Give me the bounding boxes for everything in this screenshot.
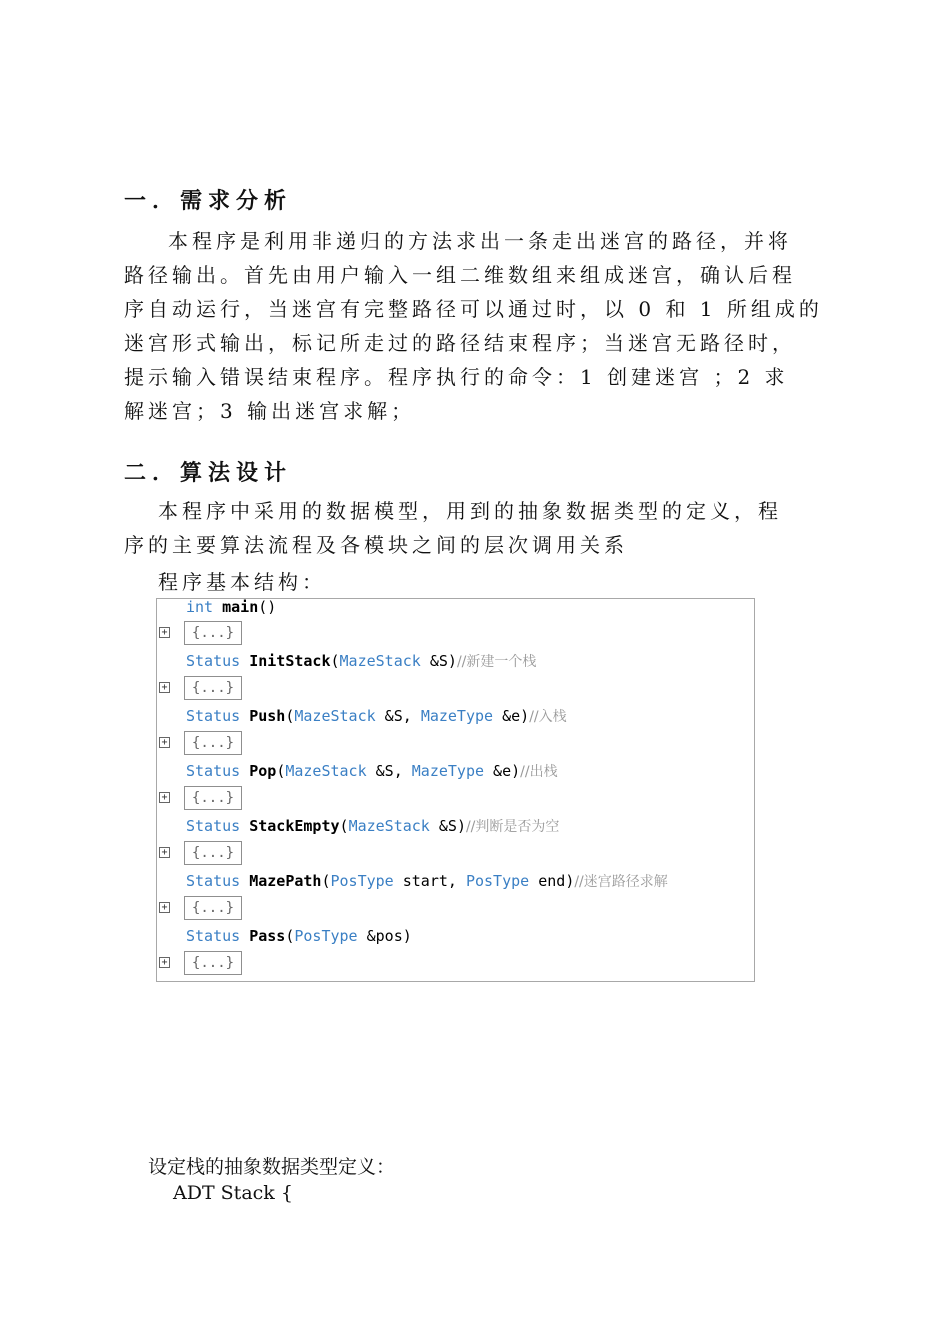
collapsed-block-pass[interactable]: [157, 951, 277, 975]
collapsed-body[interactable]: {...}: [184, 841, 242, 865]
param-type: PosType: [330, 872, 394, 890]
section1-heading: 一．需求分析: [124, 189, 293, 214]
close-paren: ): [565, 872, 575, 890]
param-type-2: MazeType: [411, 762, 485, 780]
expand-plus-icon[interactable]: +: [159, 682, 170, 693]
collapsed-block-stackempty[interactable]: [157, 841, 277, 865]
function-name: InitStack: [249, 652, 331, 670]
code-comment: //新建一个栈: [456, 654, 537, 670]
param-type: MazeStack: [294, 707, 376, 725]
close-paren: ): [520, 707, 530, 725]
param-type: MazeStack: [348, 817, 430, 835]
expand-plus-icon[interactable]: +: [159, 847, 170, 858]
expand-plus-icon[interactable]: +: [159, 902, 170, 913]
collapsed-block-pop[interactable]: [157, 786, 277, 810]
collapsed-body[interactable]: {...}: [184, 951, 242, 975]
param-type: PosType: [294, 927, 358, 945]
function-signature-pass: [186, 925, 412, 947]
param-type-2: PosType: [465, 872, 530, 890]
code-comment: //出栈: [520, 764, 558, 780]
param-type: MazeStack: [339, 652, 421, 670]
param-name: start,: [393, 872, 466, 890]
open-paren: (: [339, 817, 349, 835]
close-paren: ): [402, 927, 412, 945]
param-type: MazeStack: [285, 762, 367, 780]
return-type: Status: [186, 872, 241, 890]
adt-stack-line: ADT Stack {: [173, 1182, 293, 1204]
collapsed-block-initstack[interactable]: [157, 676, 277, 700]
section1-line-6: 解迷宫；3 输出迷宫求解；: [124, 399, 416, 423]
return-type: Status: [186, 927, 241, 945]
function-signature-mazepath: [186, 870, 668, 892]
function-name: Pop: [249, 762, 277, 780]
function-signature-push: [186, 705, 567, 727]
return-type: Status: [186, 817, 241, 835]
code-outline-panel: [156, 598, 755, 982]
code-comment: //判断是否为空: [465, 819, 560, 835]
section1-line-3: 序自动运行，当迷宫有完整路径可以通过时，以 0 和 1 所组成的: [124, 297, 823, 321]
param-name-2: &e: [493, 707, 521, 725]
stack-adt-note: 设定栈的抽象数据类型定义：: [148, 1156, 396, 1178]
param-name-2: &e: [484, 762, 512, 780]
section1-line-1: 本程序是利用非递归的方法求出一条走出迷宫的路径，并将: [168, 229, 792, 253]
function-name: StackEmpty: [249, 817, 340, 835]
param-name: &pos: [357, 927, 403, 945]
return-type: Status: [186, 707, 241, 725]
param-name-2: end: [529, 872, 566, 890]
param-name: &S: [420, 652, 448, 670]
function-name: MazePath: [249, 872, 322, 890]
expand-plus-icon[interactable]: +: [159, 737, 170, 748]
code-comment: //迷宫路径求解: [574, 874, 668, 890]
main-function-name: main: [222, 598, 259, 616]
open-paren: (: [285, 927, 295, 945]
expand-plus-icon[interactable]: +: [159, 627, 170, 638]
expand-plus-icon[interactable]: +: [159, 957, 170, 968]
code-comment: //入栈: [529, 709, 567, 725]
function-name: Pass: [249, 927, 286, 945]
open-paren: (: [330, 652, 340, 670]
expand-plus-icon[interactable]: +: [159, 792, 170, 803]
close-paren: ): [511, 762, 521, 780]
section2-line-2: 序的主要算法流程及各模块之间的层次调用关系: [124, 533, 628, 557]
function-name: Push: [249, 707, 286, 725]
open-paren: (: [321, 872, 331, 890]
collapsed-block-push[interactable]: [157, 731, 277, 755]
main-return-type: int: [186, 598, 214, 616]
main-signature: [186, 596, 276, 618]
collapsed-body[interactable]: {...}: [184, 786, 242, 810]
section1-line-2: 路径输出。首先由用户输入一组二维数组来组成迷宫，确认后程: [124, 263, 796, 287]
section2-heading: 二．算法设计: [124, 461, 293, 486]
param-name: &S,: [375, 707, 421, 725]
section1-line-4: 迷宫形式输出，标记所走过的路径结束程序；当迷宫无路径时，: [124, 331, 796, 355]
param-name: &S: [429, 817, 457, 835]
open-paren: (: [276, 762, 286, 780]
return-type: Status: [186, 652, 241, 670]
function-signature-pop: [186, 760, 558, 782]
collapsed-body[interactable]: {...}: [184, 731, 242, 755]
section2-line-1: 本程序中采用的数据模型，用到的抽象数据类型的定义，程: [158, 499, 782, 523]
collapsed-body[interactable]: {...}: [184, 676, 242, 700]
structure-label: 程序基本结构：: [158, 570, 326, 594]
section1-line-5: 提示输入错误结束程序。程序执行的命令：1 创建迷宫 ；2 求: [124, 365, 789, 389]
return-type: Status: [186, 762, 241, 780]
close-paren: ): [456, 817, 466, 835]
collapsed-body[interactable]: {...}: [184, 621, 242, 645]
function-signature-initstack: [186, 650, 536, 672]
close-paren: ): [447, 652, 457, 670]
open-paren: (: [285, 707, 295, 725]
collapsed-block-mazepath[interactable]: [157, 896, 277, 920]
collapsed-block-main[interactable]: [157, 621, 277, 645]
param-type-2: MazeType: [420, 707, 494, 725]
function-signature-stackempty: [186, 815, 559, 837]
param-name: &S,: [366, 762, 412, 780]
main-params: (): [258, 598, 277, 616]
collapsed-body[interactable]: {...}: [184, 896, 242, 920]
